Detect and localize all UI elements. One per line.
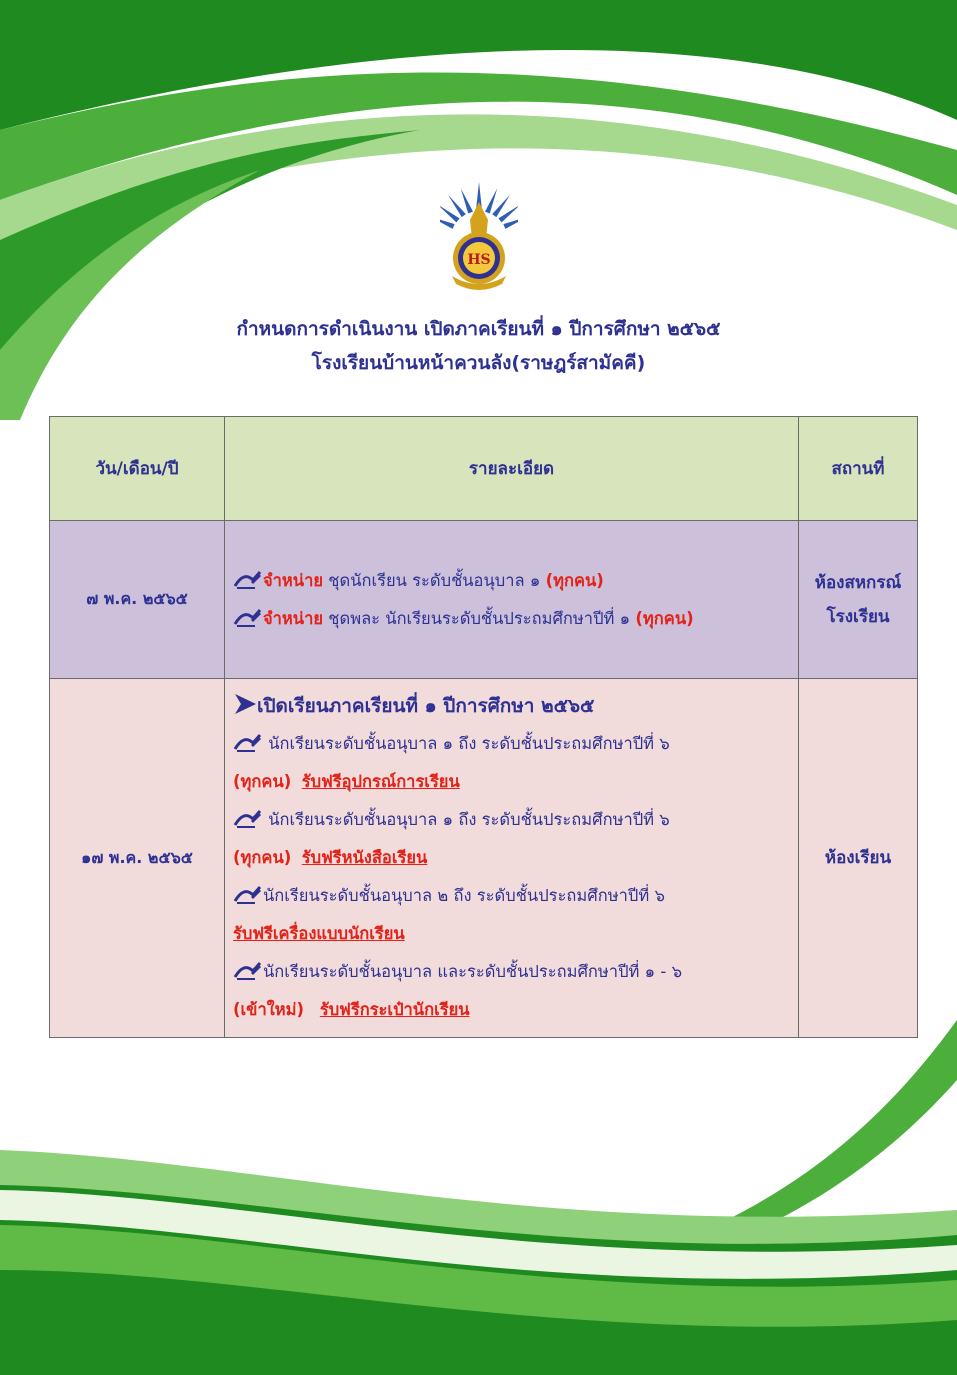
school-name: โรงเรียนบ้านหน้าควนลัง(ราษฎร์สามัคคี) [311,352,646,374]
benefit-label: รับฟรีเครื่องแบบนักเรียน [233,924,405,943]
detail-heading: เปิดเรียนภาคเรียนที่ ๑ ปีการศึกษา ๒๕๖๕ [233,687,798,725]
place-cell [799,521,918,679]
detail-text: ชุดนักเรียน ระดับชั้นอนุบาล ๑ [323,570,546,590]
detail-item [233,801,798,839]
detail-item [233,953,798,991]
detail-item [233,562,798,600]
table-row [50,521,918,679]
date-cell: ๑๗ พ.ค. ๒๕๖๕ [50,679,225,1038]
table-header-row [50,417,918,521]
bottom-wave-decoration [0,1020,957,1375]
pen-icon [233,608,263,628]
arrow-bullet-icon [233,693,257,715]
note-label: (ทุกคน) [545,570,604,590]
detail-item [233,600,798,638]
column-header-place: สถานที่ [799,417,918,521]
benefit-label: รับฟรีหนังสือเรียน [301,848,428,867]
table-row [50,679,918,1038]
detail-text: นักเรียนระดับชั้นอนุบาล ๒ ถึง ระดับชั้นประถมศึกษาปีที่ ๖ [263,886,665,905]
pen-icon [233,570,263,590]
pen-icon [233,733,263,753]
detail-text: นักเรียนระดับชั้นอนุบาล และระดับชั้นประถมศึกษาปีที่ ๑ - ๖ [263,962,683,981]
detail-text: ชุดพละ นักเรียนระดับชั้นประถมศึกษาปีที่ ๑ [323,608,636,628]
place-line: ห้องสหกรณ์ [814,572,902,593]
note-label: (เข้าใหม่) [233,1000,305,1019]
schedule-table [49,416,918,1038]
action-label: จำหน่าย [263,608,324,628]
detail-cell [225,521,799,679]
benefit-label: รับฟรีอุปกรณ์การเรียน [301,772,460,791]
page-title: กำหนดการดำเนินงาน เปิดภาคเรียนที่ ๑ ปีการศึกษา ๒๕๖๕ [236,318,721,340]
detail-item-benefit [233,839,798,877]
detail-text: นักเรียนระดับชั้นอนุบาล ๑ ถึง ระดับชั้นประถมศึกษาปีที่ ๖ [263,810,670,829]
note-label: (ทุกคน) [233,848,292,867]
detail-item [233,877,798,915]
note-label: (ทุกคน) [635,608,694,628]
detail-item [233,725,798,763]
benefit-label: รับฟรีกระเป๋านักเรียน [319,1000,470,1019]
detail-item-benefit [233,915,798,953]
detail-cell [225,679,799,1038]
column-header-date: วัน/เดือน/ปี [50,417,225,521]
detail-item-benefit [233,763,798,801]
place-cell: ห้องเรียน [799,679,918,1038]
detail-item-benefit [233,991,798,1029]
svg-text:HS: HS [467,252,491,268]
place-line: โรงเรียน [826,606,890,627]
note-label: (ทุกคน) [233,772,292,791]
pen-icon [233,809,263,829]
action-label: จำหน่าย [263,570,324,590]
pen-icon [233,885,263,905]
pen-icon [233,961,263,981]
column-header-detail: รายละเอียด [225,417,799,521]
detail-text: นักเรียนระดับชั้นอนุบาล ๑ ถึง ระดับชั้นประถมศึกษาปีที่ ๖ [263,734,670,753]
date-cell: ๗ พ.ค. ๒๕๖๕ [50,521,225,679]
school-emblem-logo [440,180,518,290]
